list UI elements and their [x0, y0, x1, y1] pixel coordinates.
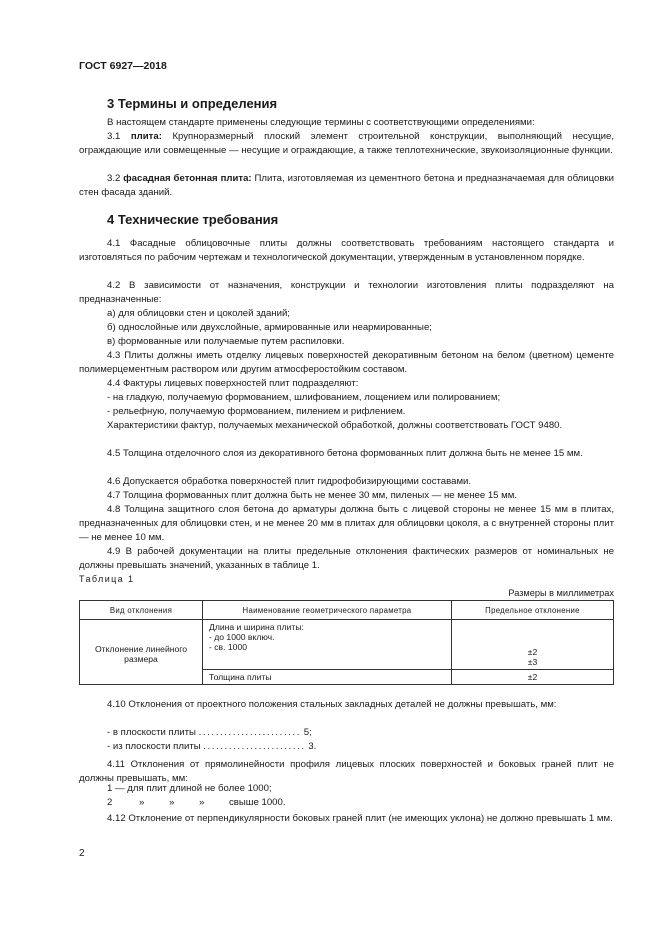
term-plate-name: плита: — [130, 131, 162, 142]
cell-dev-thickness: ±2 — [452, 670, 614, 685]
out-of-plane-label: - из плоскости плиты — [107, 741, 201, 752]
header-parameter: Наименование геометрического параметра — [203, 601, 452, 620]
clause-4-4-c: Характеристики фактур, получаемых механической обработкой, должны соответствовать ГОСТ 9480. — [107, 420, 563, 431]
term-facade-num: 3.2 — [107, 173, 121, 184]
ditto-num: 2 — [107, 797, 113, 808]
clause-4-2-b: б) однослойные или двухслойные, армированные или неармированные; — [107, 322, 432, 333]
section-3-title: 3 Термины и определения — [107, 96, 278, 111]
table-units: Размеры в миллиметрах — [508, 588, 614, 598]
clause-4-6: 4.6 Допускается обработка поверхностей плит гидрофобизирующими составами. — [107, 476, 472, 487]
header-kind: Вид отклонения — [80, 601, 203, 620]
term-facade-text: Плита, изготовляемая из цементного бетона и предназначаемая для облицовки стен фасада зданий. — [79, 173, 614, 199]
section-4-title: 4 Технические требования — [107, 212, 279, 227]
cell-kind: Отклонение линейного размера — [80, 620, 203, 685]
table-row — [80, 620, 614, 670]
clause-4-12: 4.12 Отклонение от перпендикулярности боковых граней плит (не имеющих уклона) не должно превышать 1 мм. — [107, 813, 613, 824]
term-facade-plate — [79, 172, 614, 200]
clause-4-2-a: а) для облицовки стен и цоколей зданий; — [107, 308, 290, 319]
clause-4-9: 4.9 В рабочей документации на плиты предельные отклонения фактических размеров от номинальных не должны превышать значений, указанных в таблице 1. — [79, 546, 614, 572]
in-plane-label: - в плоскости плиты — [107, 727, 196, 738]
table-caption: Таблица 1 — [79, 574, 135, 584]
leader-dots: ........................ — [203, 741, 306, 752]
deviation-table — [79, 600, 614, 685]
param-length-b: - св. 1000 — [209, 642, 248, 652]
clause-4-2-c: в) формованные или получаемые путем распиловки. — [107, 336, 345, 347]
clause-4-1: 4.1 Фасадные облицовочные плиты должны соответствовать требованиям настоящего стандарта и изготовляться по рабочим чертежам и технологической документации, утвержденным в установленном порядке. — [79, 238, 614, 264]
clause-4-4-b: - рельефную, получаемую формованием, пилением и рифлением. — [107, 406, 406, 417]
param-length-title: Длина и ширина плиты: — [209, 622, 304, 632]
cell-param-length — [203, 620, 452, 670]
term-plate-text: Крупноразмерный плоский элемент строительной конструкции, выполняющий несущие, ограждающие или совмещенные — несущие и ограждающие, а также теплотехнические, звукоизоляционные функции. — [79, 131, 614, 157]
ditto-mark: » — [169, 797, 175, 808]
header-deviation: Предельное отклонение — [452, 601, 614, 620]
leader-dots: ........................ — [198, 727, 302, 738]
dev-length-b: ±3 — [527, 657, 538, 667]
ditto-mark: » — [139, 797, 145, 808]
section-3-intro: В настоящем стандарте применены следующие термины с соответствующими определениями: — [107, 117, 535, 128]
clause-4-4: 4.4 Фактуры лицевых поверхностей плит подразделяют: — [107, 378, 359, 389]
clause-4-11: 4.11 Отклонения от прямолинейности профиля лицевых плоских поверхностей и боковых граней плит не должны превышать, мм: — [79, 759, 614, 785]
term-plate — [79, 130, 614, 158]
term-plate-num: 3.1 — [107, 131, 121, 142]
clause-4-7: 4.7 Толщина формованных плит должна быть не менее 30 мм, пиленых — не менее 15 мм. — [107, 490, 518, 501]
clause-4-8: 4.8 Толщина защитного слоя бетона до арматуры должна быть с лицевой стороны не менее 15 мм в плитах, предназначенных для облицовки стен, и не менее 20 мм в плитах для облицовки цоколя, а с внутренней стороны плит — не менее 10 мм. — [79, 504, 614, 544]
in-plane-value: 5; — [303, 727, 312, 738]
clause-4-11-a: 1 — для плит длиной не более 1000; — [107, 783, 272, 794]
cell-dev-length — [452, 620, 614, 670]
clause-4-3: 4.3 Плиты должны иметь отделку лицевых поверхностей декоративным бетоном на белом (цветном) цементе полимерцементным раствором или другим атмосферостойким составом. — [79, 350, 614, 376]
cell-param-thickness: Толщина плиты — [203, 670, 452, 685]
dev-length-a: ±2 — [527, 647, 538, 657]
document-header: ГОСТ 6927—2018 — [79, 60, 167, 72]
clause-4-10-b — [107, 740, 316, 754]
term-facade-name: фасадная бетонная плита: — [123, 173, 252, 184]
clause-4-10: 4.10 Отклонения от проектного положения стальных закладных деталей не должны превышать, мм: — [107, 699, 557, 710]
param-length-a: - до 1000 включ. — [209, 632, 275, 642]
ditto-mark: » — [199, 797, 205, 808]
clause-4-4-a: - на гладкую, получаемую формованием, шлифованием, лощением или полированием; — [107, 392, 501, 403]
out-of-plane-value: 3. — [308, 741, 317, 752]
page-number: 2 — [79, 848, 85, 859]
clause-4-5: 4.5 Толщина отделочного слоя из декоративного бетона формованных плит должна быть не менее 15 мм. — [107, 448, 583, 459]
ditto-text: свыше 1000. — [229, 797, 286, 808]
clause-4-10-a — [107, 726, 312, 740]
clause-4-2: 4.2 В зависимости от назначения, конструкции и технологии изготовления плиты подразделяют на предназначенные: — [79, 280, 614, 306]
table-header-row — [80, 601, 614, 620]
